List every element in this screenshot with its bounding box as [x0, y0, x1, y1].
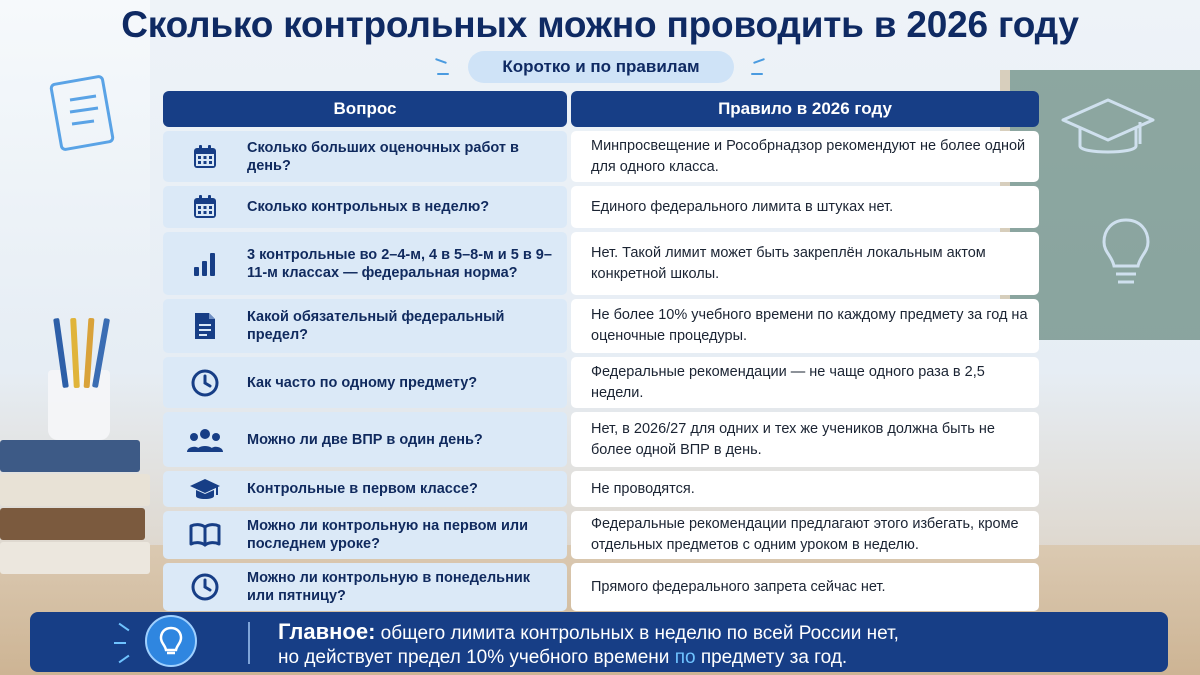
answer-cell: Нет. Такой лимит может быть закреплён локальным актом конкретной школы. — [571, 232, 1039, 295]
summary-line2-end: предмету за год. — [695, 647, 848, 668]
sparkle-decoration — [119, 655, 130, 664]
summary-text — [278, 620, 899, 670]
bar-chart-icon — [163, 250, 247, 278]
table-row — [163, 471, 1039, 507]
table-row — [163, 357, 1039, 408]
clock-icon — [163, 572, 247, 602]
sparkle-decoration — [437, 73, 449, 75]
question-cell — [163, 412, 567, 467]
answer-cell: Прямого федерального запрета сейчас нет. — [571, 563, 1039, 611]
rules-table — [163, 91, 1039, 611]
table-row — [163, 511, 1039, 559]
background-window — [0, 0, 150, 330]
sparkle-decoration — [751, 73, 763, 75]
page-title: Сколько контрольных можно проводить в 2026 году — [121, 4, 1079, 45]
sparkle-decoration — [114, 642, 126, 644]
question-cell — [163, 131, 567, 182]
lightbulb-outline-icon — [1096, 212, 1156, 292]
question-cell — [163, 232, 567, 295]
calendar-icon — [163, 143, 247, 171]
column-header-question: Вопрос — [163, 91, 567, 127]
table-row — [163, 563, 1039, 611]
table-row — [163, 186, 1039, 228]
question-cell — [163, 511, 567, 559]
question-cell — [163, 471, 567, 507]
book-stack — [0, 420, 150, 570]
summary-highlight: по — [674, 647, 696, 668]
paper-sheet-icon — [48, 70, 128, 160]
column-header-rule: Правило в 2026 году — [571, 91, 1039, 127]
subtitle-badge: Коротко и по правилам — [468, 51, 734, 83]
question-text: 3 контрольные во 2–4-м, 4 в 5–8-м и 5 в 9–11-м классах — федеральная норма? — [247, 246, 552, 281]
table-row — [163, 232, 1039, 295]
question-text: Сколько контрольных в неделю? — [247, 199, 490, 215]
answer-cell: Федеральные рекомендации — не чаще одного раза в 2,5 недели. — [571, 357, 1039, 408]
question-cell — [163, 563, 567, 611]
summary-line1: общего лимита контрольных в неделю по всей России нет, — [375, 623, 899, 644]
answer-cell: Федеральные рекомендации предлагают этого избегать, кроме отдельных предметов с одним уроком в неделю. — [571, 511, 1039, 559]
summary-lead: Главное: — [278, 619, 376, 644]
divider — [248, 622, 250, 664]
question-text: Можно ли контрольную в понедельник или пятницу? — [247, 570, 531, 604]
question-text: Как часто по одному предмету? — [247, 374, 478, 391]
question-cell — [163, 299, 567, 353]
question-cell — [163, 186, 567, 228]
table-row — [163, 412, 1039, 467]
question-text: Можно ли две ВПР в один день? — [247, 431, 483, 448]
question-text: Можно ли контрольную на первом или последнем уроке? — [247, 518, 529, 552]
document-icon — [163, 311, 247, 341]
graduation-cap-icon — [163, 477, 247, 501]
sparkle-decoration — [119, 623, 130, 632]
group-icon — [163, 426, 247, 454]
table-row — [163, 299, 1039, 353]
answer-cell: Нет, в 2026/27 для одних и тех же учеников должна быть не более одной ВПР в день. — [571, 412, 1039, 467]
graduation-cap-outline-icon — [1058, 92, 1158, 172]
lightbulb-icon — [145, 615, 197, 667]
sparkle-decoration — [435, 58, 447, 64]
answer-cell: Минпросвещение и Рособрнадзор рекомендуют не более одной для одного класса. — [571, 131, 1039, 182]
table-header — [163, 91, 1039, 127]
calendar-icon — [163, 193, 247, 221]
sparkle-decoration — [753, 58, 765, 64]
summary-line2-start: но действует предел 10% учебного времени — [278, 647, 675, 668]
table-row — [163, 131, 1039, 182]
answer-cell: Не проводятся. — [571, 471, 1039, 507]
book-icon — [163, 522, 247, 548]
question-text: Контрольные в первом классе? — [247, 481, 478, 497]
question-text: Сколько больших оценочных работ в день? — [247, 139, 519, 174]
question-cell — [163, 357, 567, 408]
answer-cell: Не более 10% учебного времени по каждому предмету за год на оценочные процедуры. — [571, 299, 1039, 353]
summary-bar — [30, 612, 1168, 672]
question-text: Какой обязательный федеральный предел? — [247, 309, 505, 343]
answer-cell: Единого федерального лимита в штуках нет. — [571, 186, 1039, 228]
clock-icon — [163, 368, 247, 398]
